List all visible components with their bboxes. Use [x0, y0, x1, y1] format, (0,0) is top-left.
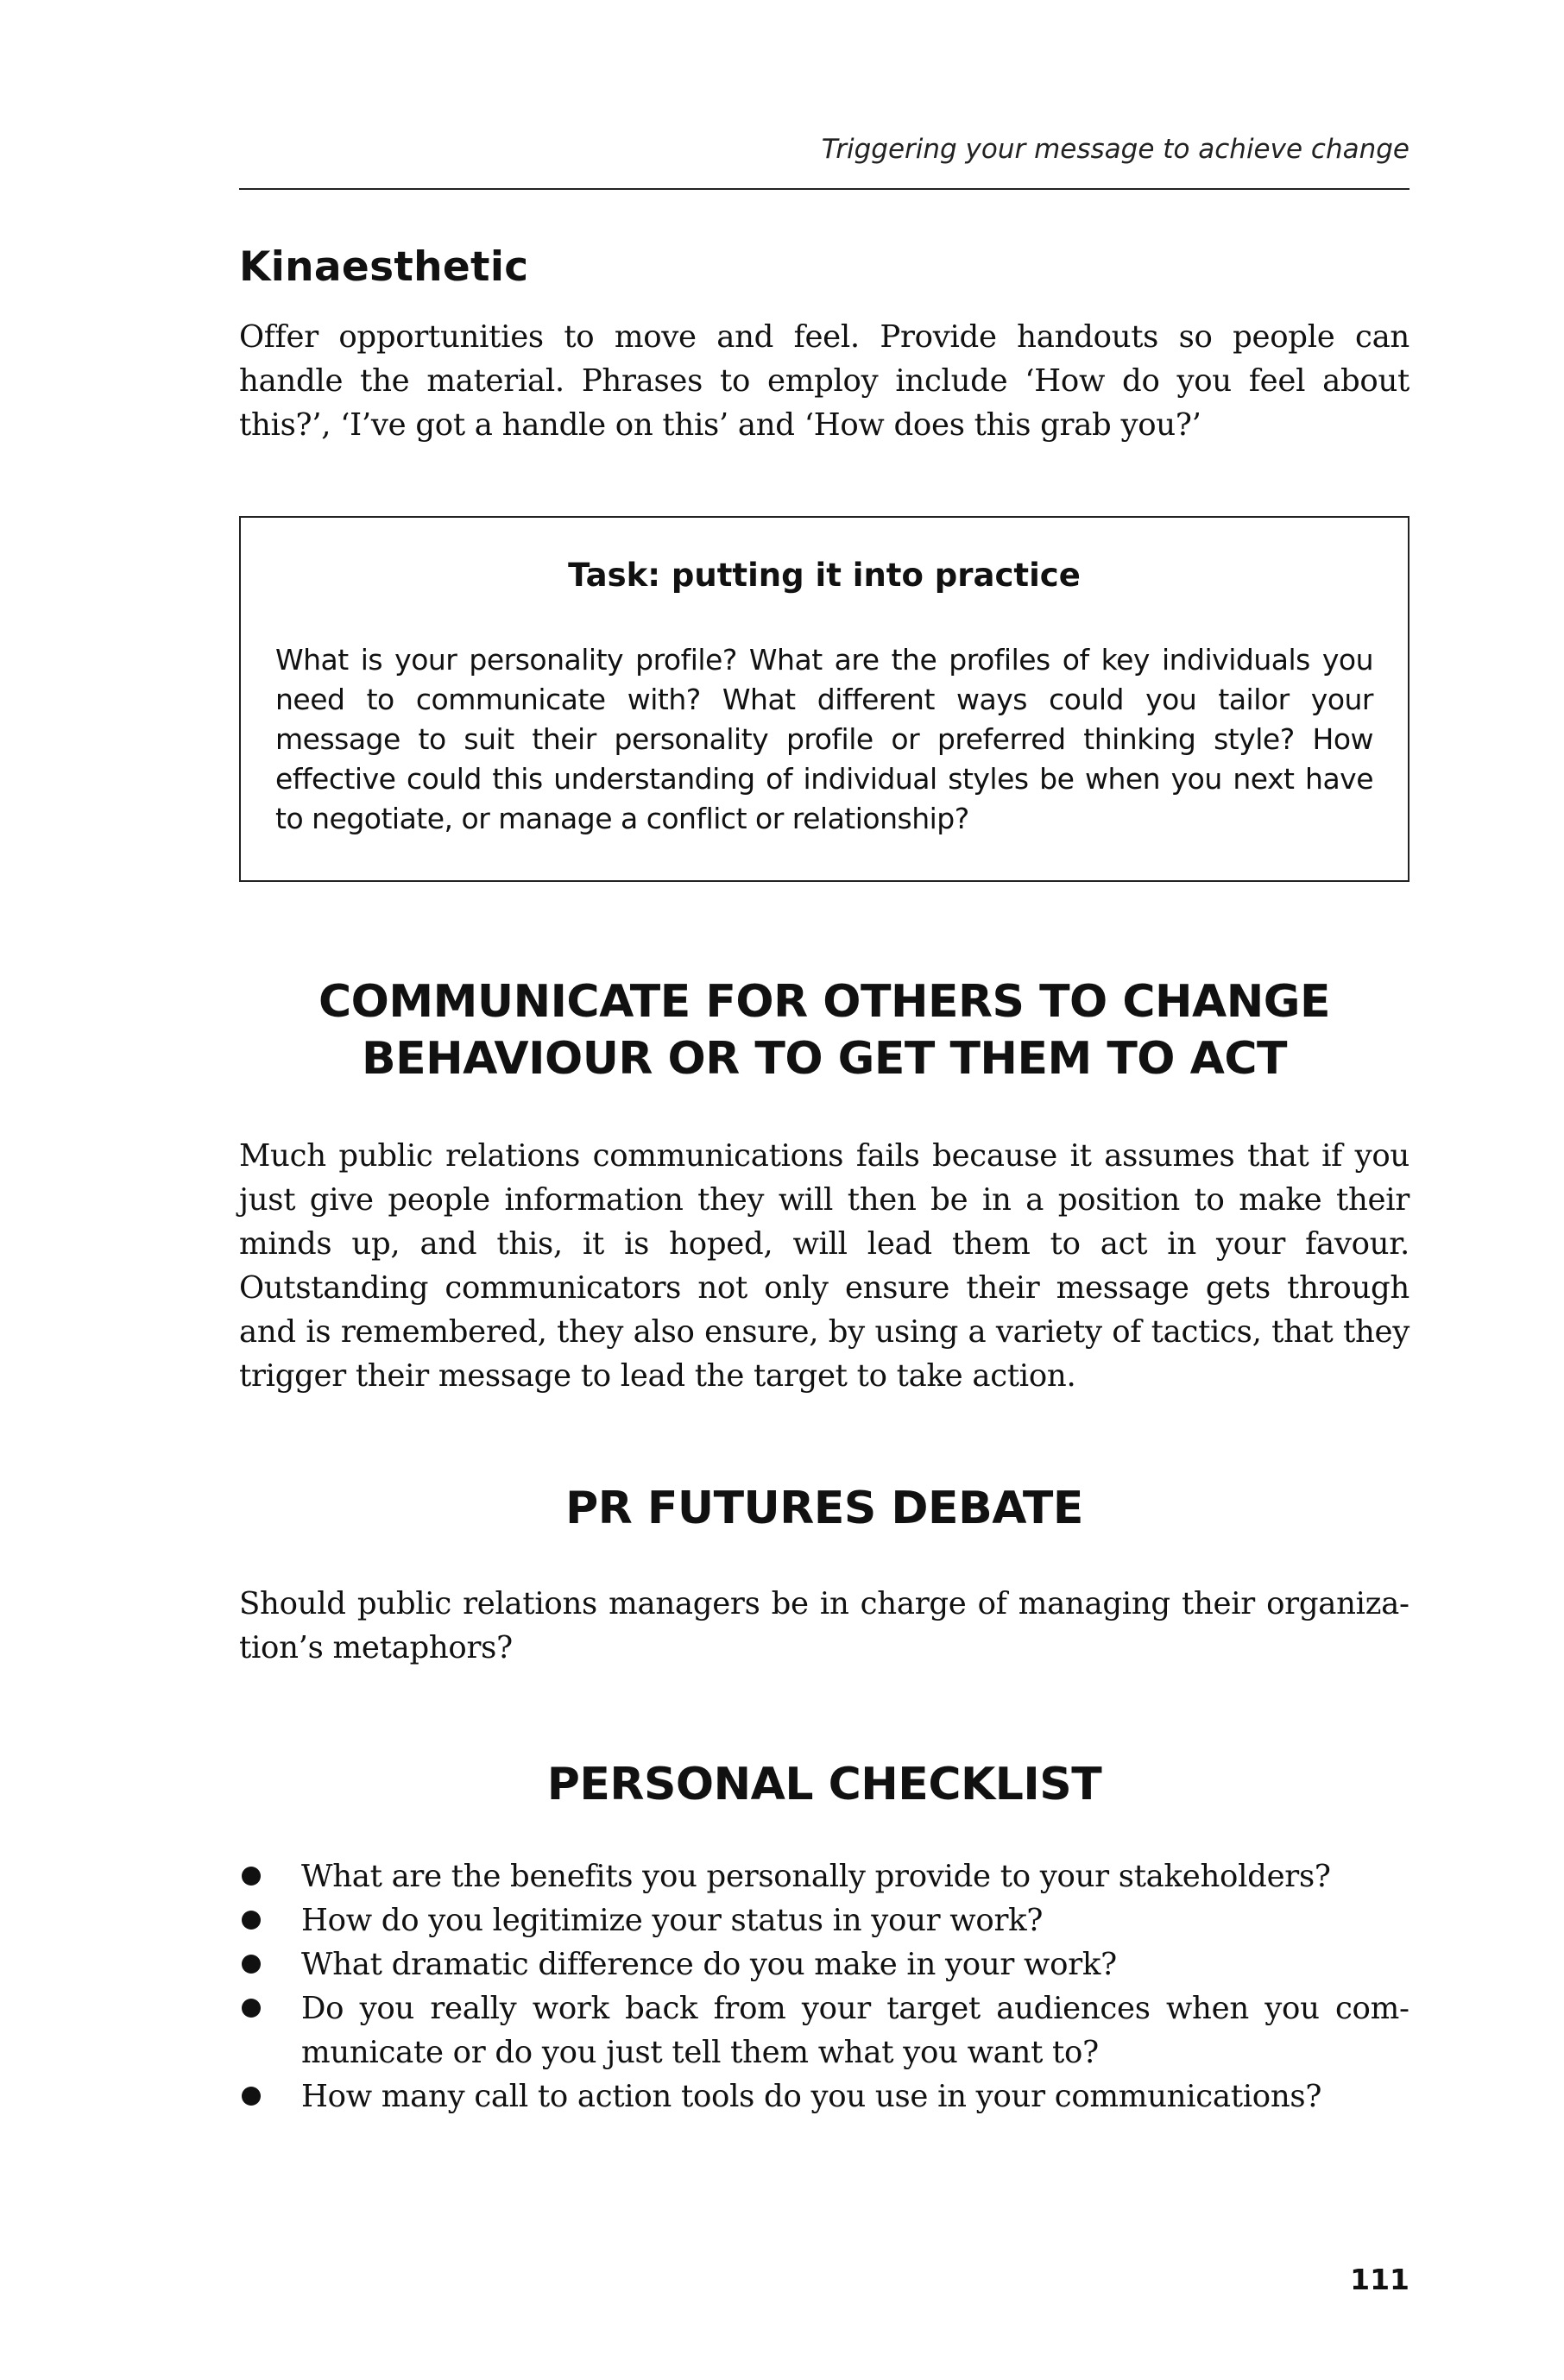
- checklist-item: [239, 1986, 1409, 2075]
- debate-heading: PR FUTURES DEBATE: [565, 1483, 1083, 1534]
- bullet-icon: [242, 2087, 261, 2106]
- checklist-item-text: Do you really work back from your target audiences when you communicate or do you just tell them what you want to?: [301, 1991, 1409, 2070]
- checklist-item-text: How many call to action tools do you use in your communications?: [301, 2079, 1322, 2114]
- checklist-heading: PERSONAL CHECKLIST: [546, 1759, 1102, 1810]
- checklist-item: [239, 1854, 1409, 1898]
- bullet-icon: [242, 1955, 261, 1974]
- kinaesthetic-heading: Kinaesthetic: [239, 243, 529, 291]
- bullet-icon: [242, 1911, 261, 1930]
- book-page: [239, 0, 1409, 2380]
- checklist-item: [239, 1942, 1409, 1986]
- task-paragraph: What is your personality profile? What are the profiles of key individuals you need to communicate with? What different ways could you tailor your message to suit their personality profile or preferred thinking style? How effective could this understanding of individual styles be when you next have to negotiate, or manage a conflict or relationship?: [275, 643, 1373, 835]
- checklist-item-text: What dramatic difference do you make in your work?: [301, 1947, 1117, 1982]
- bullet-icon: [242, 1999, 261, 2018]
- task-box: [239, 516, 1409, 882]
- debate-paragraph: Should public relations managers be in charge of managing their organization’s metaphors?: [239, 1586, 1409, 1665]
- checklist-item: [239, 1898, 1409, 1942]
- kinaesthetic-paragraph: Offer opportunities to move and feel. Provide handouts so people can handle the material. Phrases to employ include ‘How do you feel about this?’, ‘I’ve got a handle on this’ and ‘How does this grab you?’: [239, 319, 1409, 443]
- personal-checklist: [239, 1854, 1409, 2119]
- bullet-icon: [242, 1867, 261, 1886]
- communicate-paragraph: Much public relations communications fails because it assumes that if you just give people information they will then be in a position to make their minds up, and this, it is hoped, will lead them to act in your favour. Outstanding communicators not only ensure their message gets through and is remembered, they also ensure, by using a variety of tactics, that they trigger their message to lead the target to take action.: [239, 1138, 1409, 1394]
- communicate-heading-line-2: BEHAVIOUR OR TO GET THEM TO ACT: [362, 1033, 1287, 1085]
- header-rule: [239, 188, 1409, 190]
- task-title: Task: putting it into practice: [568, 557, 1081, 594]
- communicate-heading-line-1: COMMUNICATE FOR OTHERS TO CHANGE: [318, 976, 1331, 1028]
- checklist-item-text: How do you legitimize your status in your work?: [301, 1903, 1044, 1938]
- checklist-item: [239, 2075, 1409, 2119]
- running-head: Triggering your message to achieve change: [821, 134, 1409, 165]
- communicate-heading: [239, 973, 1409, 1087]
- page-number: 111: [1350, 2263, 1409, 2296]
- checklist-item-text: What are the benefits you personally provide to your stakeholders?: [301, 1859, 1331, 1894]
